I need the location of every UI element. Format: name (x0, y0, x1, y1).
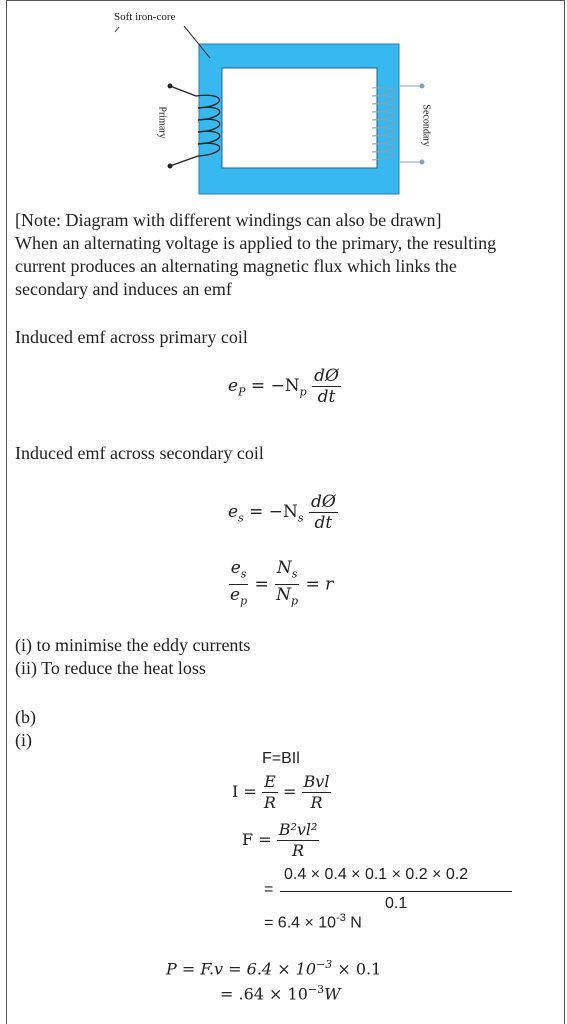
core-label-tick (115, 27, 119, 32)
power-line-2: = $.64 \times 10^{-3}W$ (220, 983, 341, 1004)
equation-secondary: $e_s = -N_s$ $\frac{dØ}{dt}$ (228, 492, 336, 533)
transformer-diagram (0, 0, 567, 205)
part-b-label: (b) (15, 707, 36, 727)
current-equation: I = $\frac{E}{R}$ = $\frac{\text{Bvl}}{R}$ (232, 772, 330, 812)
force-calc-numerator: 0.4 × 0.4 × 0.1 × 0.2 × 0.2 (284, 866, 469, 883)
reason-1: (i) to minimise the eddy currents (15, 635, 251, 655)
core-window (222, 68, 377, 168)
reason-2: (ii) To reduce the heat loss (15, 658, 206, 678)
primary-terminal-bottom (168, 164, 173, 169)
note-line-4: secondary and induces an emf (15, 279, 232, 299)
secondary-terminal-top (420, 84, 425, 89)
primary-terminal-top (168, 84, 173, 89)
force-calc-bar (280, 891, 512, 892)
note-line-1: [Note: Diagram with different windings can also be drawn] (15, 210, 442, 230)
core-label-pointer (184, 26, 210, 58)
secondary-heading: Induced emf across secondary coil (15, 443, 264, 463)
equation-primary: $e_P = -N_p$ $\frac{dØ}{dt}$ (228, 366, 339, 407)
secondary-label: Secondary (420, 104, 432, 147)
force-calc-denominator: 0.1 (385, 895, 408, 912)
primary-label: Primary (156, 106, 168, 139)
note-line-2: When an alternating voltage is applied to the primary, the resulting (15, 233, 497, 253)
force-calc-equals: = (264, 881, 274, 898)
force-formula: F=BIl (262, 750, 300, 767)
core-label: Soft iron-core (114, 11, 176, 23)
power-line-1: $P = F.v = 6.4 \times 10^{-3} \times 0.1$ (166, 958, 382, 979)
secondary-terminal-bottom (420, 160, 425, 165)
part-b-sub-label: (i) (15, 730, 32, 750)
note-line-3: current produces an alternating magnetic flux which links the (15, 256, 457, 276)
force-equation: F = $\frac{\text{B²vl²}}{R}$ (242, 820, 318, 860)
primary-heading: Induced emf across primary coil (15, 327, 248, 347)
force-result: = $6.4 \times 10^{-3}$ N (264, 912, 362, 932)
equation-ratio: $\frac{e_s}{e_p}$ = $\frac{N_s}{N_p}$ = r (230, 558, 334, 608)
